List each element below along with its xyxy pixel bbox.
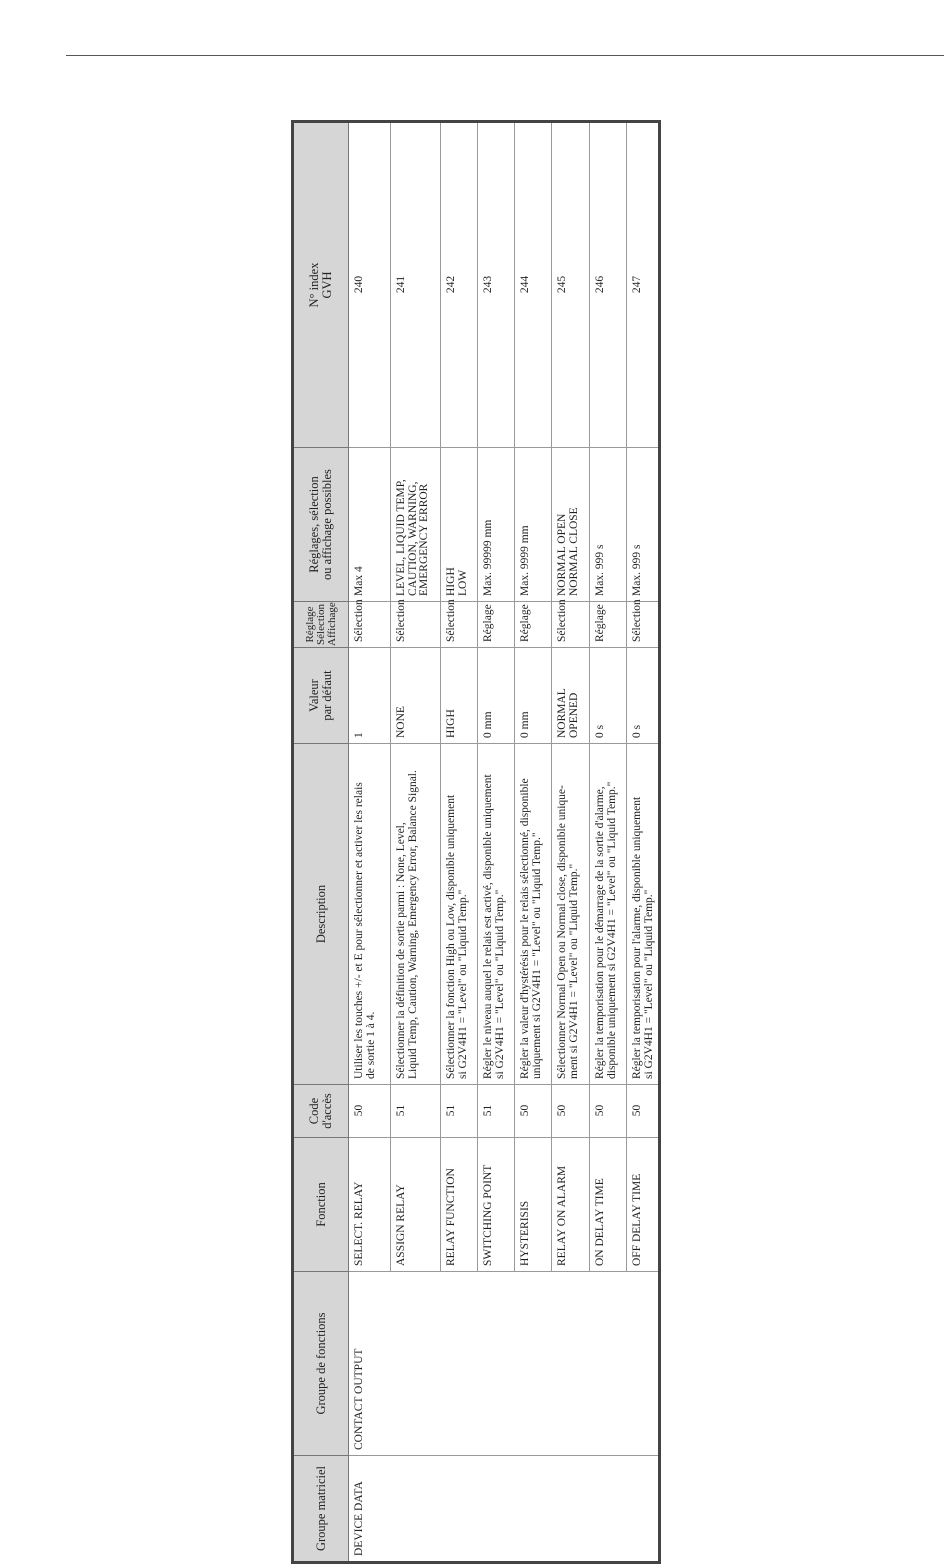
function-cell: RELAY FUNCTION <box>441 1138 478 1272</box>
index-cell: 246 <box>590 122 627 448</box>
index-cell: 242 <box>441 122 478 448</box>
parameter-table <box>291 120 661 1564</box>
setting-type-cell: Réglage <box>590 602 627 648</box>
function-cell: RELAY ON ALARM <box>552 1138 590 1272</box>
header-default-value: Valeur par défaut <box>293 648 349 744</box>
access-code-cell: 51 <box>391 1085 441 1138</box>
index-cell: 244 <box>515 122 552 448</box>
description-cell: Régler la temporisation pour l'alarme, disponible uniquement si G2V4H1 = "Level" ou "Liquid Temp." <box>627 744 660 1085</box>
index-cell: 245 <box>552 122 590 448</box>
rotated-table-container <box>291 123 661 1564</box>
index-cell: 241 <box>391 122 441 448</box>
top-rule <box>66 55 944 56</box>
header-settings: Réglages, sélection ou affichage possibles <box>293 448 349 602</box>
setting-type-cell: Réglage <box>478 602 515 648</box>
function-cell: OFF DELAY TIME <box>627 1138 660 1272</box>
access-code-cell: 51 <box>478 1085 515 1138</box>
access-code-cell: 50 <box>349 1085 391 1138</box>
settings-cell: Max. 99999 mm <box>478 448 515 602</box>
matrix-group-cell: DEVICE DATA <box>349 1456 660 1563</box>
description-cell: Sélectionner la définition de sortie parmi : None, Level, Liquid Temp, Caution, Warning, Emergency Error, Balance Signal. <box>391 744 441 1085</box>
settings-cell: Max. 9999 mm <box>515 448 552 602</box>
settings-cell: Max. 999 s <box>627 448 660 602</box>
function-cell: SWITCHING POINT <box>478 1138 515 1272</box>
default-value-cell: HIGH <box>441 648 478 744</box>
default-value-cell: 1 <box>349 648 391 744</box>
setting-type-cell: Sélection <box>627 602 660 648</box>
function-cell: HYSTERISIS <box>515 1138 552 1272</box>
header-row <box>293 122 349 1563</box>
index-cell: 243 <box>478 122 515 448</box>
default-value-cell: NONE <box>391 648 441 744</box>
default-value-cell: 0 s <box>627 648 660 744</box>
setting-type-cell: Sélection <box>441 602 478 648</box>
header-setting-type: Réglage Sélection Affichage <box>293 602 349 648</box>
default-value-cell: 0 mm <box>515 648 552 744</box>
settings-cell: HIGH LOW <box>441 448 478 602</box>
function-cell: ON DELAY TIME <box>590 1138 627 1272</box>
header-index: N° index GVH <box>293 122 349 448</box>
setting-type-cell: Sélection <box>391 602 441 648</box>
description-cell: Sélectionner la fonction High ou Low, disponible uniquement si G2V4H1 = "Level" ou "Liquid Temp." <box>441 744 478 1085</box>
description-cell: Régler la valeur d'hystérésis pour le relais sélectionné, disponible uniquement si G2V4H1 = "Level" ou "Liquid Temp." <box>515 744 552 1085</box>
default-value-cell: NORMAL OPENED <box>552 648 590 744</box>
table-row <box>349 122 391 1563</box>
function-cell: ASSIGN RELAY <box>391 1138 441 1272</box>
header-function-group: Groupe de fonctions <box>293 1272 349 1456</box>
settings-cell: NORMAL OPEN NORMAL CLOSE <box>552 448 590 602</box>
access-code-cell: 51 <box>441 1085 478 1138</box>
function-group-cell: CONTACT OUTPUT <box>349 1272 660 1456</box>
access-code-cell: 50 <box>590 1085 627 1138</box>
default-value-cell: 0 s <box>590 648 627 744</box>
access-code-cell: 50 <box>627 1085 660 1138</box>
index-cell: 240 <box>349 122 391 448</box>
default-value-cell: 0 mm <box>478 648 515 744</box>
header-function: Fonction <box>293 1138 349 1272</box>
header-description: Description <box>293 744 349 1085</box>
setting-type-cell: Sélection <box>552 602 590 648</box>
access-code-cell: 50 <box>552 1085 590 1138</box>
description-cell: Utiliser les touches +/- et E pour sélectionner et activer les relais de sortie 1 à 4. <box>349 744 391 1085</box>
settings-cell: LEVEL, LIQUID TEMP, CAUTION, WARNING, EMERGENCY ERROR <box>391 448 441 602</box>
description-cell: Sélectionner Normal Open ou Normal close, disponible unique- ment si G2V4H1 = "Level" ou "Liquid Temp." <box>552 744 590 1085</box>
settings-cell: Max. 999 s <box>590 448 627 602</box>
parameter-table-frame <box>291 123 661 1564</box>
description-cell: Régler la temporisation pour le démarrage de la sortie d'alarme, disponible uniquement si G2V4H1 = "Level" ou "Liquid Temp." <box>590 744 627 1085</box>
header-access-code: Code d'accès <box>293 1085 349 1138</box>
setting-type-cell: Réglage <box>515 602 552 648</box>
function-cell: SELECT. RELAY <box>349 1138 391 1272</box>
header-matrix-group: Groupe matriciel <box>293 1456 349 1563</box>
settings-cell: Max 4 <box>349 448 391 602</box>
setting-type-cell: Sélection <box>349 602 391 648</box>
index-cell: 247 <box>627 122 660 448</box>
access-code-cell: 50 <box>515 1085 552 1138</box>
description-cell: Régler le niveau auquel le relais est activé, disponible uniquement si G2V4H1 = "Level" ou "Liquid Temp." <box>478 744 515 1085</box>
